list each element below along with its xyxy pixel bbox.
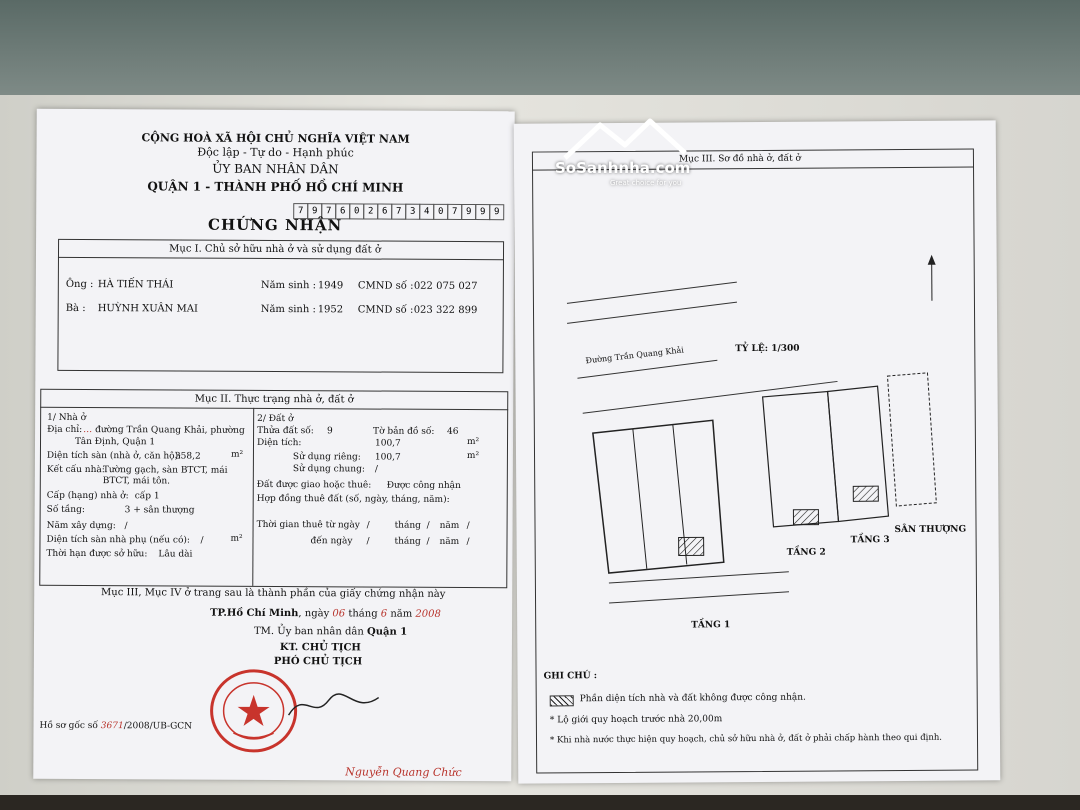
serial-digit: 7: [447, 204, 462, 220]
republic-title: CỘNG HOÀ XÃ HỘI CHỦ NGHĨA VIỆT NAM: [141, 131, 410, 146]
floor-label: TẦNG 3: [850, 535, 890, 546]
serial-digit: 7: [391, 204, 406, 220]
file-number: Hồ sơ gốc số 3671/2008/UB-GCN: [39, 720, 193, 732]
committee: ỦY BAN NHÂN DÂN: [212, 161, 339, 177]
serial-digit: 2: [363, 203, 378, 219]
notes-heading: GHI CHÚ :: [543, 671, 598, 682]
note-item: * Khi nhà nước thực hiện quy hoạch, chủ sở hữu nhà ở, đất ở phải chấp hành theo qui định.: [549, 732, 943, 746]
serial-digit: 3: [405, 204, 420, 220]
land-heading: 2/ Đất ở: [257, 413, 294, 425]
floor-area: 358,2: [174, 451, 201, 462]
kt-chairman: KT. CHỦ TỊCH: [279, 642, 361, 654]
owner-row: Bà : HUỲNH XUÂN MAI Năm sinh : 1952 CMND số : 023 322 899: [65, 302, 478, 317]
note-item: Phần diện tích nhà và đất không được công nhận.: [579, 692, 806, 705]
serial-digit: 9: [489, 204, 504, 220]
section1-heading: Mục I. Chủ sở hữu nhà ở và sử dụng đất ở: [169, 243, 381, 256]
watermark-logo: SoSanhnha.com Great choice for you: [555, 113, 695, 193]
house-roof-icon: [555, 113, 695, 163]
wall-background: [0, 0, 1080, 100]
floor-label: SÂN THƯỢNG: [894, 524, 967, 536]
certificate-title: CHỨNG NHẬN: [208, 215, 343, 235]
deputy-chairman: PHÓ CHỦ TỊCH: [273, 656, 363, 668]
house-heading: 1/ Nhà ở: [47, 412, 87, 424]
serial-digit: 4: [419, 204, 434, 220]
owner-row: Ông : HÀ TIẾN THÁI Năm sinh : 1949 CMND số : 022 075 027: [65, 278, 478, 293]
section3-heading: Mục III. Sơ đồ nhà ở, đất ở: [678, 153, 802, 165]
floor-label: TẦNG 1: [691, 620, 731, 631]
certificate-right-page: [514, 120, 1001, 783]
serial-digit: 9: [475, 204, 490, 220]
serial-digit: 6: [335, 203, 350, 219]
serial-digit: 7: [293, 203, 308, 219]
district: QUẬN 1 - THÀNH PHỐ HỒ CHÍ MINH: [147, 179, 404, 195]
owner-name: HUỲNH XUÂN MAI: [97, 303, 198, 315]
certificate-left-page: CỘNG HOÀ XÃ HỘI CHỦ NGHĨA VIỆT NAM Độc lập - Tự do - Hạnh phúc ỦY BAN NHÂN DÂN QUẬN 1 - THÀNH PHỐ HỒ CHÍ MINH 7 9 7 6 0 2 6 7 3 4 0 7 9 9 9 CHỨNG NHẬN Mục I. Chủ sở hữu nhà ở và sử dụng đất ở Ông : HÀ TIẾN THÁI Năm sinh : 1949 CMND số : 022 075 027 Bà : HUỲNH XUÂN MAI Năm sinh : 1952 CMND số : 023 322 899 Mục II. Thực trạng nhà ở, đất ở 1/ Nhà ở Địa chỉ: … đường Trần Quang Khải, phường Tân Định, Quận 1 Diện tích sàn (nhà ở, căn hộ): 358,2 m² Kết cấu nhà: Tường gạch, sàn BTCT, mái BTCT, mái tôn. Cấp (hạng) nhà ở: cấp 1 Số tầng: 3 + sân thượng Năm xây dựng: / Diện tích sàn nhà phụ (nếu có): / m² Thời hạn được sở hữu: Lâu dài 2/ Đất ở Thửa đất số: 9 Tờ bản đồ số: 46 Diện tích: 100,7 m² Sử dụng riêng: 100,7 m² Sử dụng chung: / Đất được giao hoặc thuê: Được công nhận Hợp đồng thuê đất (số, ngày, tháng, năm): Thời gian thuê từ ngày / tháng / năm / đến ngày / tháng / năm / Mục III, Mục IV ở trang sau là thành phần của giấy chứng nhận này TP.Hồ Chí Minh, ngày 06 tháng 6 năm 2008 TM. Ủy ban nhân dân Quận 1 KT. CHỦ TỊCH PHÓ CHỦ TỊCH Hồ sơ gốc số 3671/2008/UB-GCN Nguyễn Quang Chức: [33, 109, 515, 781]
owner-name: HÀ TIẾN THÁI: [97, 279, 174, 291]
section2-heading: Mục II. Thực trạng nhà ở, đất ở: [194, 393, 354, 406]
street-name: Đường Trần Quang Khải: [585, 345, 685, 366]
serial-digit: 9: [307, 203, 322, 219]
address-line2: Tân Định, Quận 1: [74, 436, 156, 448]
motto: Độc lập - Tự do - Hạnh phúc: [197, 145, 354, 160]
signature-icon: [284, 685, 384, 726]
serial-digit: 7: [321, 203, 336, 219]
date-line: TP.Hồ Chí Minh, ngày 06 tháng 6 năm 2008: [210, 607, 441, 620]
serial-digit: 0: [433, 204, 448, 220]
serial-digit: 9: [461, 204, 476, 220]
table-edge: [0, 795, 1080, 810]
floor-label: TẦNG 2: [786, 547, 826, 558]
signer-org: TM. Ủy ban nhân dân Quận 1: [253, 625, 408, 638]
handwritten-name: Nguyễn Quang Chức: [345, 765, 462, 779]
hatch-legend-icon: [550, 695, 574, 706]
note-item: * Lộ giới quy hoạch trước nhà 20,00m: [549, 714, 723, 726]
site-plan-drawing: [537, 241, 970, 634]
scale-label: TỶ LỆ: 1/300: [735, 343, 800, 355]
address-line1: đường Trần Quang Khải, phường: [95, 425, 245, 436]
serial-digit: 6: [377, 204, 392, 220]
serial-digit: 0: [349, 203, 364, 219]
appendix-note: Mục III, Mục IV ở trang sau là thành phần của giấy chứng nhận này: [101, 587, 446, 600]
